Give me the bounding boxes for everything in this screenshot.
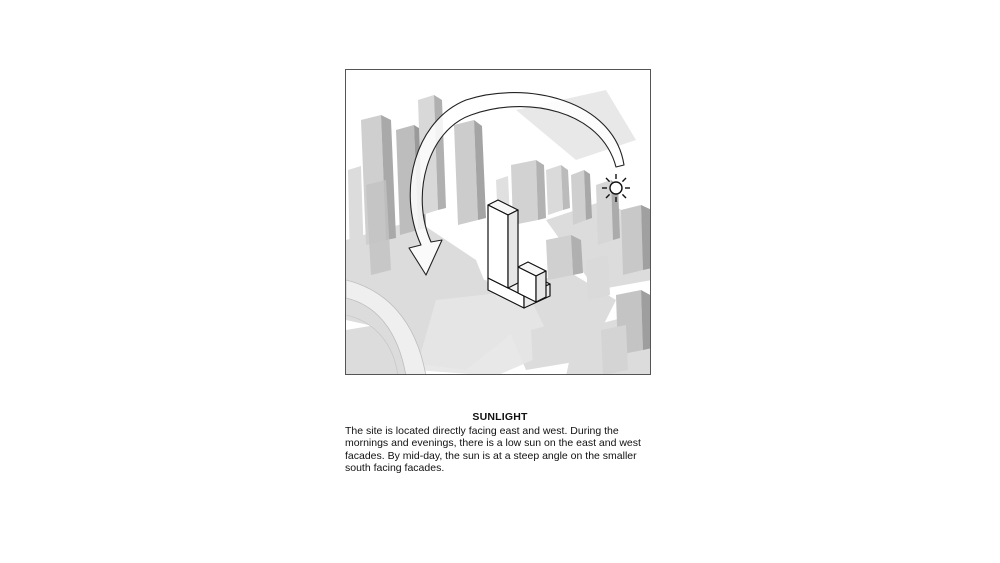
sun-icon	[602, 174, 630, 202]
caption-body: The site is located directly facing east and west. During the mornings and evenings, there is a low sun on the east and west facades. By mid-day, the sun is at a steep angle on the smaller south facing facades.	[345, 424, 641, 474]
axonometric-site-view	[346, 70, 651, 375]
diagram-caption	[345, 411, 655, 475]
sunlight-diagram	[345, 69, 651, 375]
caption-title: SUNLIGHT	[472, 411, 528, 423]
